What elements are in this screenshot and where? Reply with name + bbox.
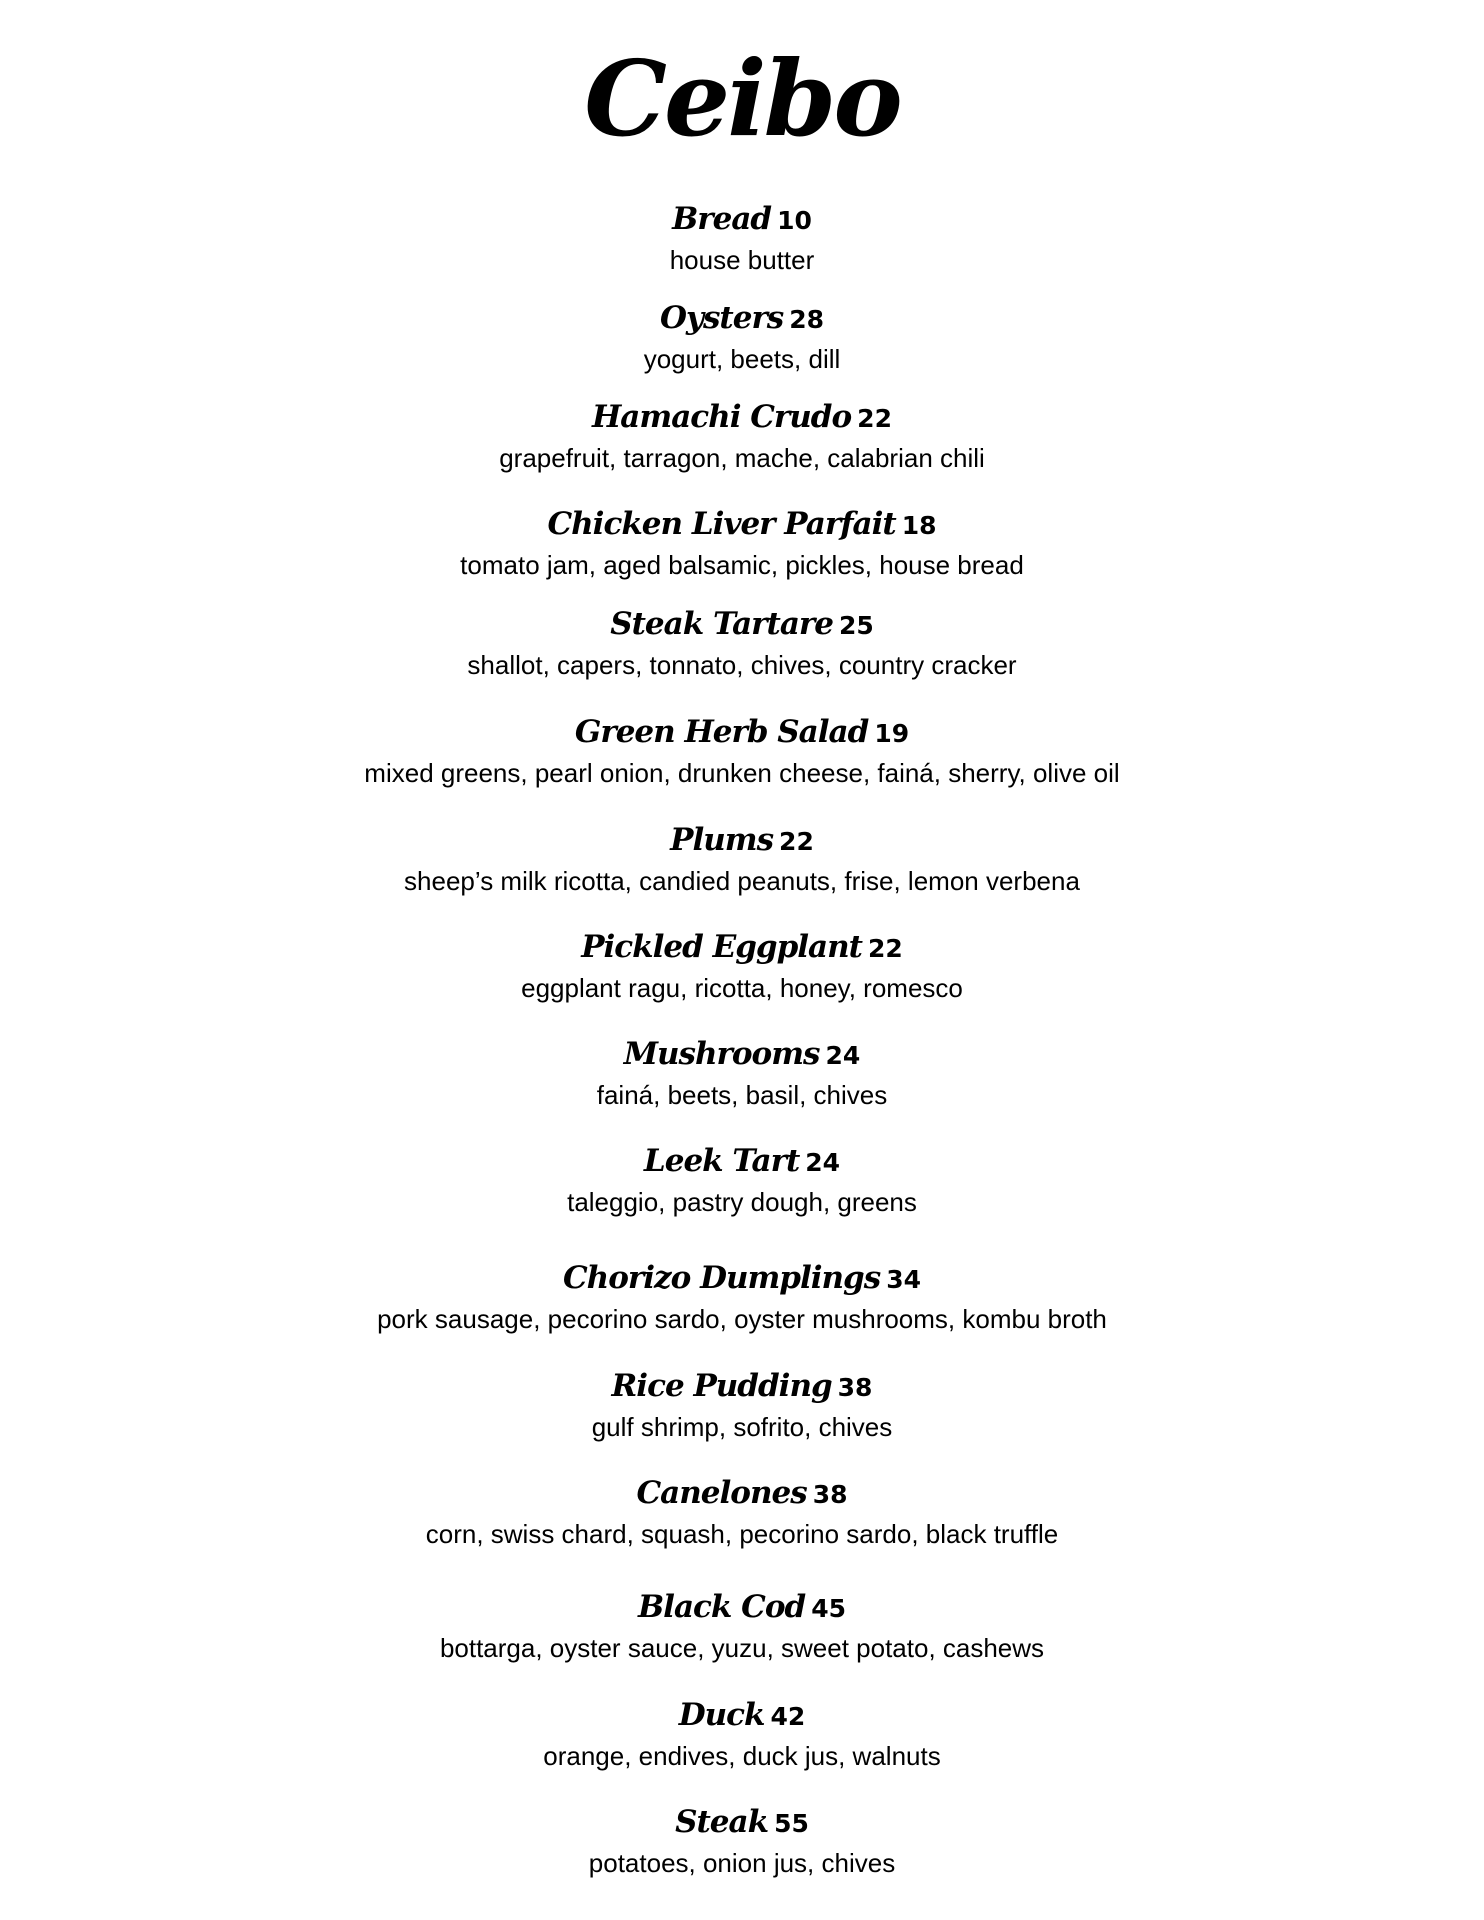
dish-description: orange, endives, duck jus, walnuts bbox=[543, 1741, 941, 1771]
dish-price: 34 bbox=[886, 1265, 921, 1294]
dish-name: Hamachi Crudo bbox=[592, 399, 852, 435]
dish-description: mixed greens, pearl onion, drunken cheese, fainá, sherry, olive oil bbox=[364, 758, 1120, 788]
dish-name: Bread bbox=[672, 201, 772, 237]
restaurant-name: Ceibo bbox=[584, 37, 900, 160]
dish-description: shallot, capers, tonnato, chives, country cracker bbox=[467, 650, 1017, 680]
menu-item-black-cod bbox=[0, 1584, 1484, 1666]
dish-name: Steak Tartare bbox=[610, 606, 833, 642]
dish-name: Pickled Eggplant bbox=[581, 929, 862, 965]
dish-price: 42 bbox=[770, 1702, 806, 1731]
menu-item-header bbox=[0, 295, 1484, 341]
dish-name: Black Cod bbox=[637, 1589, 806, 1625]
menu-item-header bbox=[0, 1031, 1484, 1077]
dish-price: 45 bbox=[811, 1594, 847, 1623]
menu-item-green-herb-salad bbox=[0, 709, 1484, 791]
menu-item-header bbox=[0, 501, 1484, 547]
dish-description: yogurt, beets, dill bbox=[643, 344, 841, 374]
dish-price: 10 bbox=[777, 206, 812, 235]
dish-price: 38 bbox=[812, 1480, 848, 1509]
menu-item-header bbox=[0, 196, 1484, 242]
dish-price: 24 bbox=[825, 1041, 861, 1070]
dish-price: 25 bbox=[838, 611, 874, 640]
menu-item-header bbox=[0, 817, 1484, 863]
menu-item-plums bbox=[0, 817, 1484, 899]
dish-name: Oysters bbox=[659, 300, 784, 336]
menu-item-bread bbox=[0, 196, 1484, 278]
dish-description: corn, swiss chard, squash, pecorino sardo, black truffle bbox=[425, 1519, 1059, 1549]
dish-description: gulf shrimp, sofrito, chives bbox=[591, 1412, 893, 1442]
menu-item-steak-tartare bbox=[0, 601, 1484, 683]
menu-item-hamachi-crudo bbox=[0, 394, 1484, 476]
dish-price: 18 bbox=[901, 511, 937, 540]
dish-name: Canelones bbox=[636, 1475, 807, 1511]
menu-item-header bbox=[0, 601, 1484, 647]
menu-item-rice-pudding bbox=[0, 1363, 1484, 1445]
menu-item-header bbox=[0, 394, 1484, 440]
menu-item-header bbox=[0, 1692, 1484, 1738]
dish-price: 22 bbox=[857, 404, 892, 433]
dish-description: grapefruit, tarragon, mache, calabrian chili bbox=[499, 443, 985, 473]
dish-price: 28 bbox=[789, 305, 825, 334]
menu-item-header bbox=[0, 1584, 1484, 1630]
dish-name: Green Herb Salad bbox=[574, 714, 869, 750]
dish-description: sheep’s milk ricotta, candied peanuts, frise, lemon verbena bbox=[404, 866, 1080, 896]
menu-item-steak bbox=[0, 1799, 1484, 1881]
menu-item-header bbox=[0, 1255, 1484, 1301]
menu-item-canelones bbox=[0, 1470, 1484, 1552]
dish-price: 22 bbox=[868, 934, 903, 963]
dish-description: bottarga, oyster sauce, yuzu, sweet potato, cashews bbox=[439, 1633, 1045, 1663]
dish-name: Mushrooms bbox=[623, 1036, 820, 1072]
dish-price: 19 bbox=[874, 719, 910, 748]
menu-item-header bbox=[0, 709, 1484, 755]
menu-item-header bbox=[0, 924, 1484, 970]
menu-item-header bbox=[0, 1470, 1484, 1516]
dish-price: 22 bbox=[779, 827, 814, 856]
dish-description: fainá, beets, basil, chives bbox=[596, 1080, 888, 1110]
dish-name: Rice Pudding bbox=[611, 1368, 832, 1404]
menu-item-header bbox=[0, 1138, 1484, 1184]
dish-name: Leek Tart bbox=[643, 1143, 800, 1179]
dish-price: 24 bbox=[805, 1148, 841, 1177]
menu-item-chicken-liver-parfait bbox=[0, 501, 1484, 583]
menu-item-oysters bbox=[0, 295, 1484, 377]
dish-description: eggplant ragu, ricotta, honey, romesco bbox=[521, 973, 963, 1003]
menu-item-leek-tart bbox=[0, 1138, 1484, 1220]
menu-item-header bbox=[0, 1363, 1484, 1409]
dish-price: 38 bbox=[837, 1373, 873, 1402]
dish-description: taleggio, pastry dough, greens bbox=[567, 1187, 917, 1217]
dish-description: pork sausage, pecorino sardo, oyster mushrooms, kombu broth bbox=[377, 1304, 1107, 1334]
menu-item-chorizo-dumplings bbox=[0, 1255, 1484, 1337]
dish-name: Chicken Liver Parfait bbox=[547, 506, 896, 542]
menu-item-header bbox=[0, 1799, 1484, 1845]
menu-item-mushrooms bbox=[0, 1031, 1484, 1113]
dish-name: Plums bbox=[670, 822, 774, 858]
dish-name: Chorizo Dumplings bbox=[563, 1260, 881, 1296]
dish-description: potatoes, onion jus, chives bbox=[588, 1848, 896, 1878]
dish-description: tomato jam, aged balsamic, pickles, house bread bbox=[460, 550, 1024, 580]
dish-price: 55 bbox=[774, 1809, 809, 1838]
dish-name: Steak bbox=[675, 1804, 769, 1840]
menu-item-duck bbox=[0, 1692, 1484, 1774]
dish-name: Duck bbox=[678, 1697, 765, 1733]
menu-item-pickled-eggplant bbox=[0, 924, 1484, 1006]
dish-description: house butter bbox=[669, 245, 815, 275]
